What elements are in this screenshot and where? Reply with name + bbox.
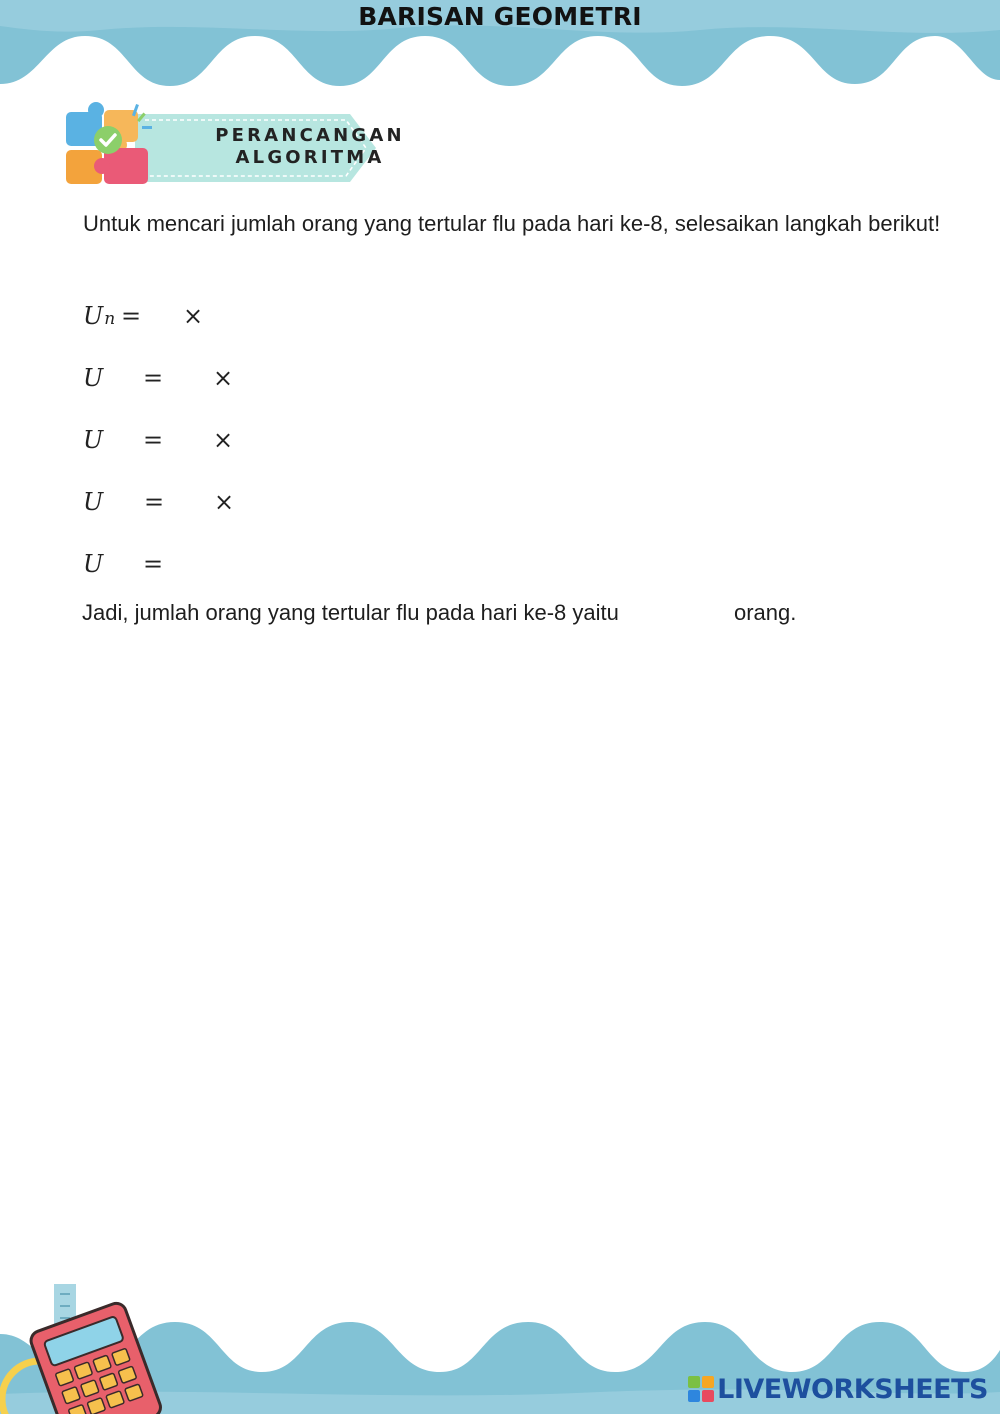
formula-variable: U bbox=[83, 426, 104, 454]
formula-times: × bbox=[214, 488, 235, 516]
conclusion-suffix: orang. bbox=[734, 600, 797, 625]
formula-variable: U bbox=[83, 488, 104, 516]
calculator-illustration bbox=[0, 1284, 170, 1414]
formula-times: × bbox=[213, 364, 234, 392]
formula-equals: = bbox=[121, 302, 142, 330]
formula-variable: U bbox=[83, 364, 104, 392]
conclusion-prefix: Jadi, jumlah orang yang tertular flu pada hari ke-8 yaitu bbox=[82, 600, 619, 625]
section-banner bbox=[60, 100, 405, 190]
banner-title bbox=[210, 125, 410, 169]
formula-equals: = bbox=[143, 364, 164, 392]
instruction-text: Untuk mencari jumlah orang yang tertular flu pada hari ke-8, selesaikan langkah berikut! bbox=[83, 211, 941, 236]
liveworksheets-logo-icon bbox=[688, 1376, 714, 1402]
formula-equals: = bbox=[143, 426, 164, 454]
formula-equals: = bbox=[143, 550, 164, 578]
conclusion-text bbox=[82, 597, 942, 631]
page-title: BARISAN GEOMETRI bbox=[358, 2, 642, 31]
formula-equals: = bbox=[144, 488, 165, 516]
formula-variable: Un bbox=[83, 302, 116, 330]
formula-variable: U bbox=[83, 550, 104, 578]
banner-line-1: PERANCANGAN bbox=[215, 125, 405, 146]
liveworksheets-brand[interactable] bbox=[688, 1372, 988, 1406]
brand-name: LIVEWORKSHEETS bbox=[717, 1373, 988, 1405]
formula-times: × bbox=[213, 426, 234, 454]
formula-times: × bbox=[183, 302, 204, 330]
banner-line-2: ALGORITMA bbox=[235, 147, 385, 168]
